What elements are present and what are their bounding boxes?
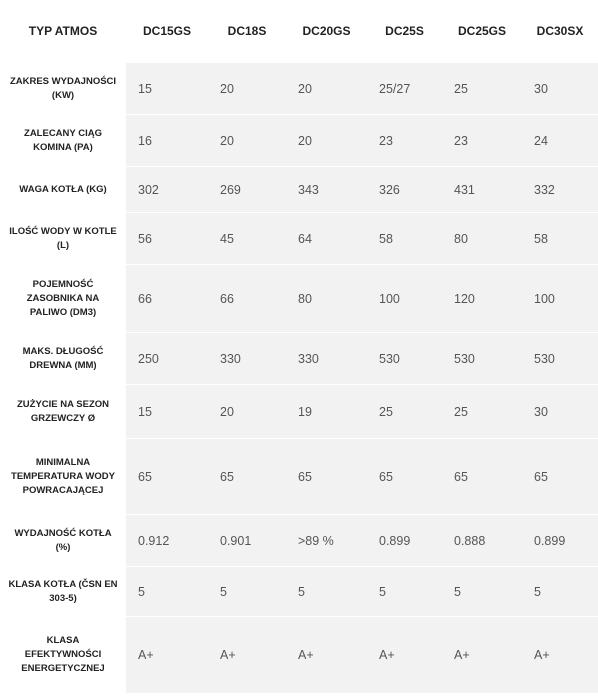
table-cell: 19 xyxy=(286,385,367,439)
table-row xyxy=(0,515,598,567)
table-cell: 20 xyxy=(208,115,286,167)
header-label: TYP ATMOS xyxy=(0,0,126,63)
table-cell: 24 xyxy=(522,115,598,167)
table-row xyxy=(0,439,598,515)
table-cell: 530 xyxy=(442,333,522,385)
table-cell: A+ xyxy=(286,617,367,693)
table-cell: 64 xyxy=(286,213,367,265)
table-cell: 5 xyxy=(208,567,286,617)
row-label: MAKS. DŁUGOŚĆ DREWNA (MM) xyxy=(0,333,126,385)
table-cell: 269 xyxy=(208,167,286,213)
table-cell: >89 % xyxy=(286,515,367,567)
table-cell: 330 xyxy=(208,333,286,385)
row-label: KLASA EFEKTYWNOŚCI ENERGETYCZNEJ xyxy=(0,617,126,693)
table-cell: 5 xyxy=(442,567,522,617)
table-cell: 0.888 xyxy=(442,515,522,567)
table-cell: 15 xyxy=(126,63,208,115)
row-label: WYDAJNOŚĆ KOTŁA (%) xyxy=(0,515,126,567)
table-cell: 332 xyxy=(522,167,598,213)
table-row xyxy=(0,567,598,617)
table-cell: 65 xyxy=(442,439,522,515)
table-cell: 530 xyxy=(522,333,598,385)
table-cell: 343 xyxy=(286,167,367,213)
table-cell: 23 xyxy=(367,115,442,167)
table-cell: 30 xyxy=(522,385,598,439)
model-header: DC25GS xyxy=(442,0,522,63)
table-cell: 66 xyxy=(126,265,208,333)
table-row xyxy=(0,265,598,333)
table-cell: 65 xyxy=(367,439,442,515)
row-label: ZUŻYCIE NA SEZON GRZEWCZY Ø xyxy=(0,385,126,439)
table-cell: 80 xyxy=(442,213,522,265)
table-cell: 5 xyxy=(126,567,208,617)
row-label: MINIMALNA TEMPERATURA WODY POWRACAJĄCEJ xyxy=(0,439,126,515)
table-cell: 16 xyxy=(126,115,208,167)
table-cell: 23 xyxy=(442,115,522,167)
table-cell: 58 xyxy=(522,213,598,265)
table-cell: 100 xyxy=(367,265,442,333)
table-cell: A+ xyxy=(442,617,522,693)
header-row xyxy=(0,0,598,63)
table-cell: 65 xyxy=(126,439,208,515)
row-label: KLASA KOTŁA (ČSN EN 303-5) xyxy=(0,567,126,617)
table-cell: 100 xyxy=(522,265,598,333)
table-cell: 120 xyxy=(442,265,522,333)
model-header: DC30SX xyxy=(522,0,598,63)
model-header: DC20GS xyxy=(286,0,367,63)
table-cell: 530 xyxy=(367,333,442,385)
table-cell: 0.901 xyxy=(208,515,286,567)
table-cell: 25 xyxy=(442,63,522,115)
table-cell: 0.899 xyxy=(367,515,442,567)
table-cell: 0.899 xyxy=(522,515,598,567)
table-cell: 431 xyxy=(442,167,522,213)
table-cell: A+ xyxy=(367,617,442,693)
table-cell: 80 xyxy=(286,265,367,333)
table-row xyxy=(0,115,598,167)
table-row xyxy=(0,213,598,265)
table-cell: 65 xyxy=(208,439,286,515)
table-row xyxy=(0,385,598,439)
table-cell: 25 xyxy=(442,385,522,439)
row-label: WAGA KOTŁA (KG) xyxy=(0,167,126,213)
table-cell: 20 xyxy=(208,63,286,115)
row-label: ILOŚĆ WODY W KOTLE (L) xyxy=(0,213,126,265)
table-row xyxy=(0,167,598,213)
row-label: ZAKRES WYDAJNOŚCI (KW) xyxy=(0,63,126,115)
table-cell: 65 xyxy=(286,439,367,515)
model-header: DC18S xyxy=(208,0,286,63)
table-row xyxy=(0,617,598,693)
row-label: ZALECANY CIĄG KOMINA (PA) xyxy=(0,115,126,167)
table-cell: 5 xyxy=(522,567,598,617)
table-row xyxy=(0,333,598,385)
table-cell: 56 xyxy=(126,213,208,265)
table-cell: 5 xyxy=(286,567,367,617)
table-cell: 20 xyxy=(286,63,367,115)
table-cell: 25 xyxy=(367,385,442,439)
table-cell: 25/27 xyxy=(367,63,442,115)
table-cell: 45 xyxy=(208,213,286,265)
table-cell: 302 xyxy=(126,167,208,213)
table-cell: 330 xyxy=(286,333,367,385)
table-cell: 20 xyxy=(286,115,367,167)
table-cell: 30 xyxy=(522,63,598,115)
table-cell: A+ xyxy=(208,617,286,693)
table-cell: 326 xyxy=(367,167,442,213)
table-cell: 58 xyxy=(367,213,442,265)
table-cell: A+ xyxy=(522,617,598,693)
table-row xyxy=(0,63,598,115)
table-cell: 250 xyxy=(126,333,208,385)
table-cell: 0.912 xyxy=(126,515,208,567)
table-cell: 15 xyxy=(126,385,208,439)
table-cell: A+ xyxy=(126,617,208,693)
model-header: DC15GS xyxy=(126,0,208,63)
table-cell: 5 xyxy=(367,567,442,617)
model-header: DC25S xyxy=(367,0,442,63)
row-label: POJEMNOŚĆ ZASOBNIKA NA PALIWO (DM3) xyxy=(0,265,126,333)
table-cell: 66 xyxy=(208,265,286,333)
table-cell: 65 xyxy=(522,439,598,515)
table-cell: 20 xyxy=(208,385,286,439)
